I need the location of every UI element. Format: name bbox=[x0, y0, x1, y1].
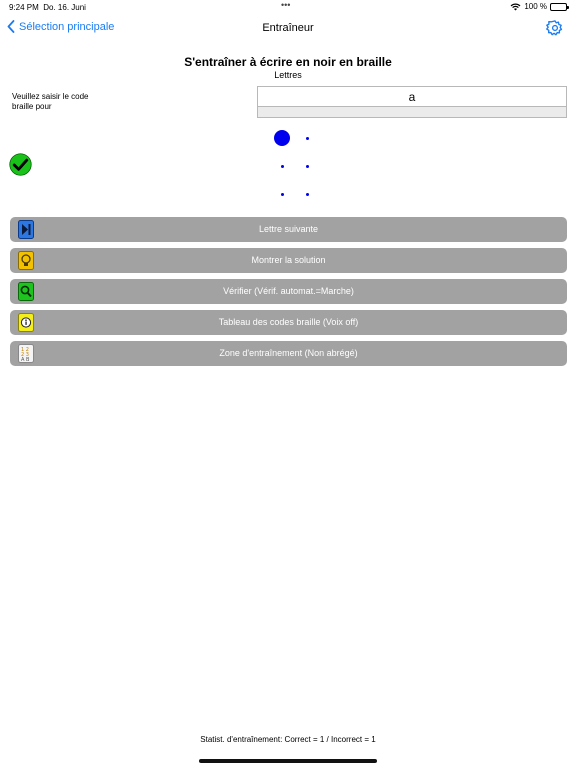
training-zone-label: Zone d'entraînement (Non abrégé) bbox=[219, 348, 358, 358]
answer-box bbox=[257, 86, 567, 118]
battery-percent: 100 % bbox=[524, 2, 547, 11]
show-solution-button[interactable] bbox=[10, 248, 567, 273]
status-bar bbox=[0, 0, 576, 14]
page-title: S'entraîner à écrire en noir en braille bbox=[184, 55, 392, 69]
braille-dot-6[interactable] bbox=[306, 193, 309, 196]
braille-dot-4[interactable] bbox=[306, 137, 309, 140]
status-time: 9:24 PM bbox=[9, 3, 39, 12]
prompt-label: Veuillez saisir le code braille pour bbox=[12, 92, 89, 111]
target-letter: a bbox=[258, 87, 566, 107]
answer-subfield bbox=[258, 107, 566, 117]
checkmark-icon bbox=[9, 153, 32, 176]
back-label: Sélection principale bbox=[19, 20, 115, 33]
status-right bbox=[510, 2, 567, 11]
braille-table-label: Tableau des codes braille (Voix off) bbox=[218, 317, 359, 327]
svg-text:A B: A B bbox=[21, 357, 30, 363]
multitasking-dots[interactable]: ••• bbox=[281, 0, 291, 10]
braille-cell bbox=[270, 126, 320, 206]
braille-table-button[interactable] bbox=[10, 310, 567, 335]
training-zone-button[interactable] bbox=[10, 341, 567, 366]
battery-icon bbox=[550, 3, 567, 11]
status-date: Do. 16. Juni bbox=[43, 3, 86, 12]
braille-dot-3[interactable] bbox=[281, 193, 284, 196]
braille-dot-2[interactable] bbox=[281, 165, 284, 168]
next-letter-label: Lettre suivante bbox=[258, 224, 319, 234]
page-subtitle: Lettres bbox=[274, 70, 302, 80]
svg-text:1 2: 1 2 bbox=[21, 347, 29, 353]
svg-text:2 3: 2 3 bbox=[21, 352, 29, 358]
gear-icon[interactable] bbox=[546, 19, 564, 37]
action-list bbox=[10, 217, 567, 372]
braille-dot-1[interactable] bbox=[274, 130, 290, 146]
nav-title: Entraîneur bbox=[262, 22, 314, 34]
show-solution-label: Montrer la solution bbox=[251, 255, 326, 265]
braille-dot-5[interactable] bbox=[306, 165, 309, 168]
verify-button[interactable] bbox=[10, 279, 567, 304]
home-indicator[interactable] bbox=[199, 759, 377, 763]
next-letter-button[interactable] bbox=[10, 217, 567, 242]
training-stats: Statist. d'entraînement: Correct = 1 / Incorrect = 1 bbox=[200, 735, 376, 744]
wifi-icon bbox=[510, 3, 521, 11]
nav-bar bbox=[0, 14, 576, 42]
status-time-date bbox=[9, 3, 86, 12]
verify-label: Vérifier (Vérif. automat.=Marche) bbox=[223, 286, 354, 296]
